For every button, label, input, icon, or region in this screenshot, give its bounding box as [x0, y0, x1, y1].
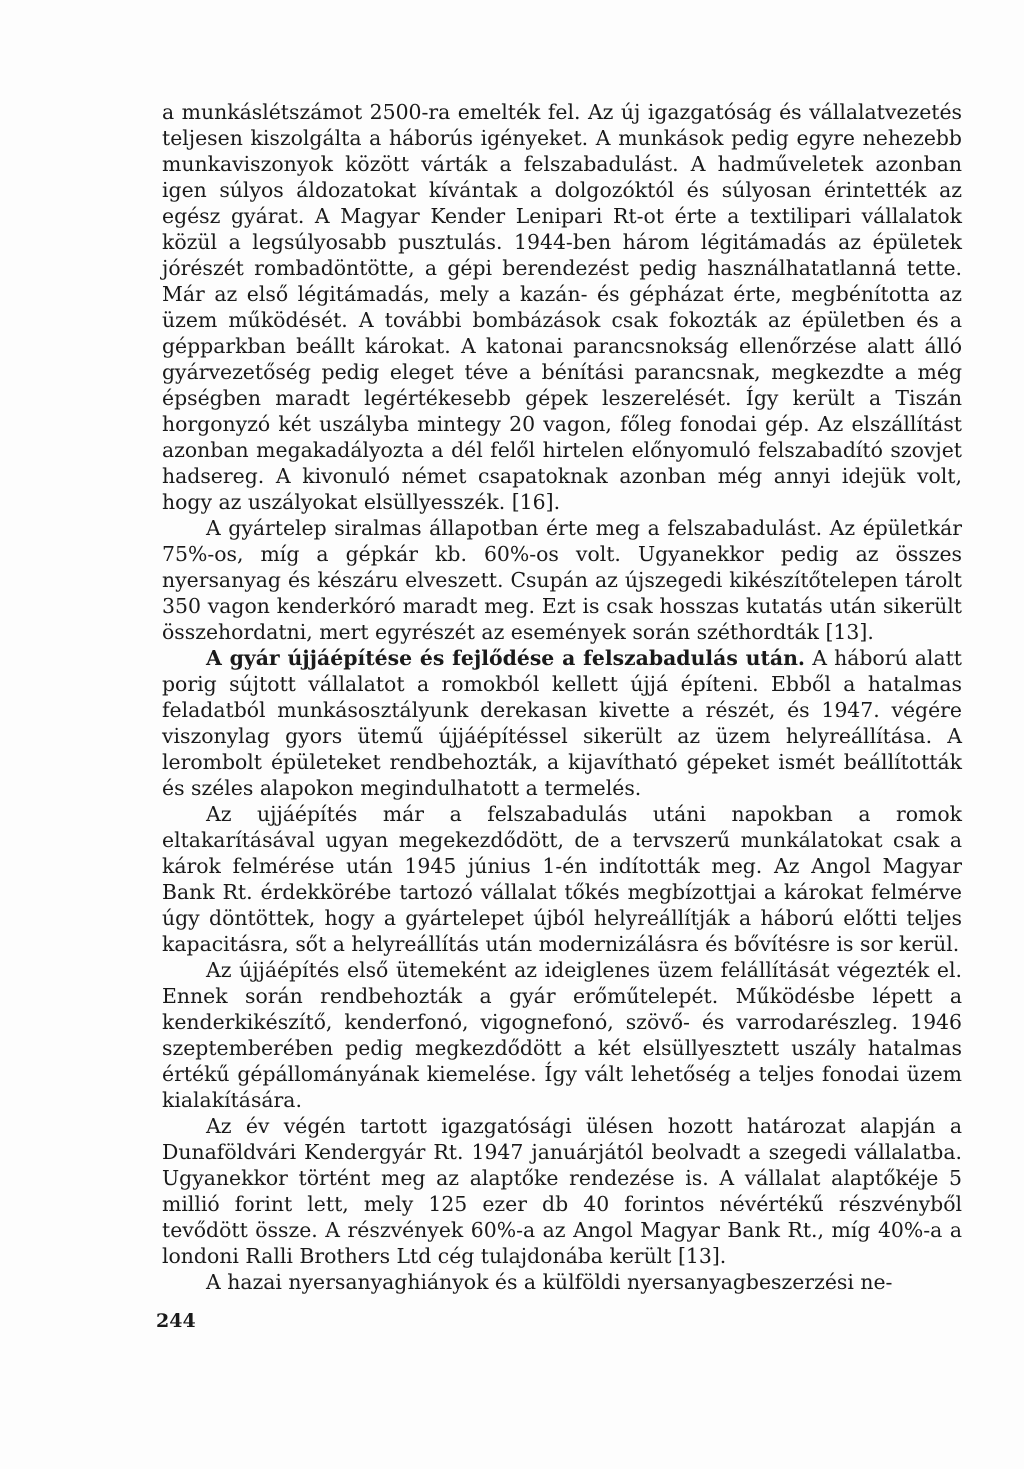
paragraph-5-text: Az újjáépítés első ütemeként az ideiglenes üzem felállítását végezték el. Ennek során rendbehozták a gyár erőműtelepét. Működésbe lépett a kenderkikészítő, kenderfonó, vigognefonó, szövő- és varrodarészleg. 1946 szeptemberében pedig megkezdődött a két elsüllyesztett uszály hatalmas értékű gépállományának kiemelése. Így vált lehetőség a teljes fonodai üzem kialakítására.: [162, 958, 962, 1112]
body-text: [162, 99, 962, 1295]
paragraph-6-text: Az év végén tartott igazgatósági ülésen hozott határozat alapján a Dunaföldvári Kendergyár Rt. 1947 januárjától beolvadt a szegedi vállalatba. Ugyanekkor történt meg az alaptőke rendezése is. A vállalat alaptőkéje 5 millió forint lett, mely 125 ezer db 40 forintos névértékű részvényből tevődött össze. A részvények 60%-a az Angol Magyar Bank Rt., míg 40%-a a londoni Ralli Brothers Ltd cég tulajdonába került [13].: [162, 1114, 962, 1268]
paragraph-3-text: A háború alatt porig sújtott vállalatot a romokból kellett újjá építeni. Ebből a hatalmas feladatból munkásosztályunk derekasan kivette a részét, és 1947. végére viszonylag gyors ütemű újjáépítéssel sikerült az üzem helyreállítása. A lerombolt épületeket rendbehozták, a kijavítható gépeket ismét beállították és széles alapokon megindulhatott a termelés.: [162, 646, 962, 800]
page-number: 244: [156, 1310, 196, 1332]
paragraph-7: [162, 1269, 962, 1295]
paragraph-1: [162, 99, 962, 515]
paragraph-6: [162, 1113, 962, 1269]
paragraph-3: [162, 645, 962, 801]
paragraph-2: [162, 515, 962, 645]
section-heading: A gyár újjáépítése és fejlődése a felszabadulás után.: [206, 646, 806, 670]
paragraph-4: [162, 801, 962, 957]
paragraph-2-text: A gyártelep siralmas állapotban érte meg a felszabadulást. Az épületkár 75%-os, míg a gépkár kb. 60%-os volt. Ugyanekkor pedig az összes nyersanyag és készáru elveszett. Csupán az újszegedi kikészítőtelepen tárolt 350 vagon kenderkóró maradt meg. Ezt is csak hosszas kutatás után sikerült összehordatni, mert egyrészét az események során széthordták [13].: [162, 516, 962, 644]
paragraph-1-text: a munkáslétszámot 2500-ra emelték fel. Az új igazgatóság és vállalatvezetés teljesen kiszolgálta a háborús igényeket. A munkások pedig egyre nehezebb munkaviszonyok között várták a felszabadulást. A hadműveletek azonban igen súlyos áldozatokat kívántak a dolgozóktól és súlyosan érintették az egész gyárat. A Magyar Kender Lenipari Rt-ot érte a textilipari vállalatok közül a legsúlyosabb pusztulás. 1944-ben három légitámadás az épületek jórészét rombadöntötte, a gépi berendezést pedig használhatatlanná tette. Már az első légitámadás, mely a kazán- és gépházat érte, megbénította az üzem működését. A további bombázások csak fokozták az épületben és a gépparkban beállt károkat. A katonai parancsnokság ellenőrzése alatt álló gyárvezetőség pedig eleget téve a bénítási parancsnak, megkezdte a még épségben maradt legértékesebb gépek leszerelését. Így került a Tiszán horgonyzó két uszályba mintegy 20 vagon, főleg fonodai gép. Az elszállítást azonban megakadályozta a dél felől hirtelen előnyomuló felszabadító szovjet hadsereg. A kivonuló német csapatoknak azonban még annyi idejük volt, hogy az uszályokat elsüllyesszék. [16].: [162, 100, 962, 514]
paragraph-4-text: Az ujjáépítés már a felszabadulás utáni napokban a romok eltakarításával ugyan megekezdődött, de a tervszerű munkálatokat csak a károk felmérése után 1945 június 1-én indították meg. Az Angol Magyar Bank Rt. érdekkörébe tartozó vállalat tőkés megbízottjai a károkat felmérve úgy döntöttek, hogy a gyártelepet újból helyreállítják a háború előtti teljes kapacitásra, sőt a helyreállítás után modernizálásra és bővítésre is sor kerül.: [162, 802, 962, 956]
paragraph-5: [162, 957, 962, 1113]
paragraph-7-text: A hazai nyersanyaghiányok és a külföldi nyersanyagbeszerzési ne-: [206, 1270, 893, 1294]
